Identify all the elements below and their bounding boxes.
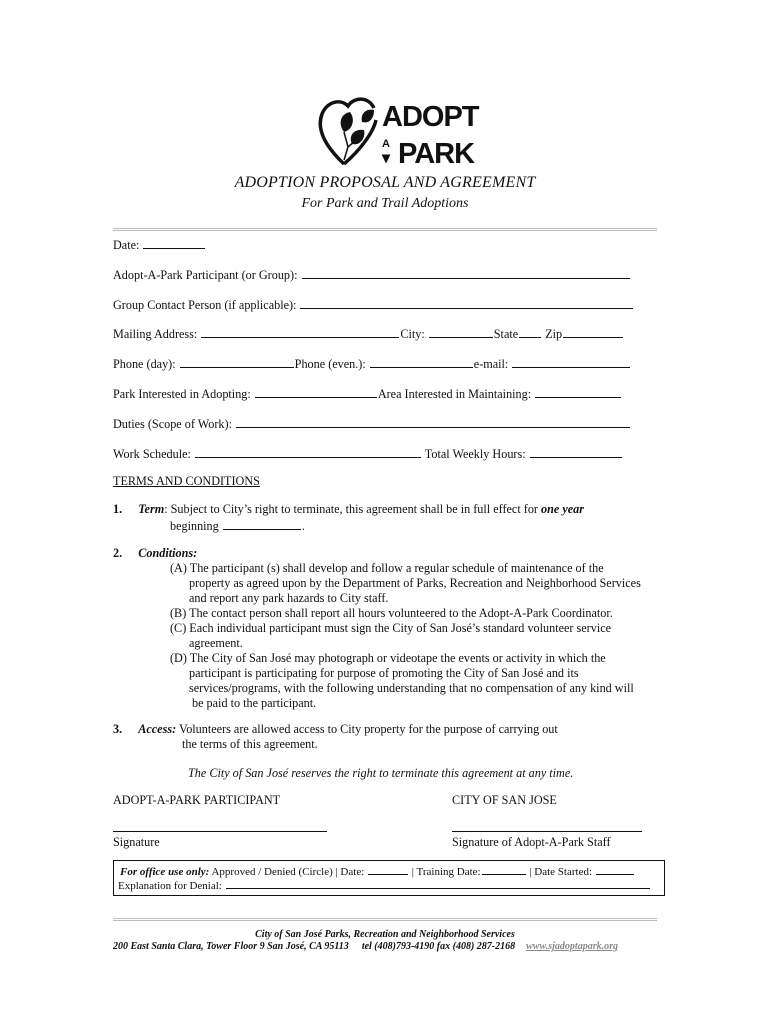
term-3: [113, 722, 558, 737]
term-1-begin-label: beginning: [170, 519, 219, 533]
participant-heading-text: ADOPT-A-PARK PARTICIPANT: [113, 793, 281, 807]
heart-leaf-icon: [318, 92, 479, 172]
condition-a-text-1: (A) The participant (s) shall develop and follow a regular schedule of maintenance of the: [170, 561, 604, 575]
condition-d-line-2: [189, 666, 579, 681]
page-title: [0, 174, 770, 192]
svg-text:ADOPT: ADOPT: [382, 101, 479, 133]
term-2-label: Conditions:: [138, 546, 198, 560]
state-label: State: [493, 327, 519, 341]
zip-label: Zip: [545, 327, 563, 341]
office-approved-label: Approved / Denied (Circle) | Date:: [209, 866, 365, 878]
mailing-label: Mailing Address:: [113, 327, 198, 341]
staff-signature-text: Signature of Adopt-A-Park Staff: [452, 835, 611, 849]
footer-org: City of San José Parks, Recreation and Neighborhood Services: [255, 929, 515, 940]
subtitle-text: For Park and Trail Adoptions: [301, 196, 469, 211]
term-3-text: Volunteers are allowed access to City property for the purpose of carrying out: [176, 722, 558, 736]
term-1-text: : Subject to City’s right to terminate, this agreement shall be in full effect for: [164, 502, 538, 516]
condition-d-line-3: [189, 681, 634, 696]
staff-signature-line[interactable]: [452, 831, 642, 832]
state-field[interactable]: [519, 325, 541, 338]
duties-row: [113, 415, 631, 432]
email-label: e-mail:: [473, 357, 509, 371]
duties-label: Duties (Scope of Work):: [113, 417, 232, 431]
svg-text:A: A: [382, 138, 390, 150]
phone-day-field[interactable]: [180, 355, 294, 368]
office-started-label: | Date Started:: [529, 866, 593, 878]
condition-d-text-2: participant is participating for purpose of promoting the City of San José and its: [189, 666, 579, 680]
office-training-label: | Training Date:: [411, 866, 481, 878]
area-label: Area Interested in Maintaining:: [377, 387, 532, 401]
adopt-a-park-logo: [318, 92, 479, 172]
date-field[interactable]: [143, 236, 205, 249]
svg-text:PARK: PARK: [398, 138, 475, 170]
contact-label: Group Contact Person (if applicable):: [113, 298, 297, 312]
condition-d-line-1: [170, 651, 606, 666]
term-2: [113, 546, 197, 561]
condition-b-line-1: [170, 606, 613, 621]
hours-label: Total Weekly Hours:: [424, 447, 526, 461]
duties-field[interactable]: [236, 415, 630, 428]
term-3-number: 3.: [113, 722, 123, 736]
phone-day-label: Phone (day):: [113, 357, 176, 371]
term-1-number: 1.: [113, 502, 123, 516]
participant-signature-label: [113, 835, 160, 850]
area-field[interactable]: [535, 385, 621, 398]
city-field[interactable]: [429, 325, 493, 338]
condition-d-text-1: (D) The City of San José may photograph or videotape the events or activity in which the: [170, 651, 606, 665]
condition-d-text-4: be paid to the participant.: [192, 696, 317, 710]
hours-field[interactable]: [530, 445, 622, 458]
contact-row: [113, 296, 634, 313]
footer-line-2: [113, 940, 618, 953]
denial-row: [118, 878, 651, 893]
participant-signature-text: Signature: [113, 835, 160, 849]
term-1-begin: beginning .: [170, 519, 305, 533]
office-date-field[interactable]: [368, 864, 408, 875]
page-subtitle: [0, 196, 770, 212]
begin-date-field[interactable]: [223, 517, 301, 530]
phone-even-label: Phone (even.):: [294, 357, 366, 371]
condition-a-line-1: [170, 561, 604, 576]
condition-c-line-2: [189, 636, 243, 651]
schedule-row: [113, 445, 623, 462]
schedule-label: Work Schedule:: [113, 447, 191, 461]
date-label: Date:: [113, 238, 140, 252]
term-3-label: Access:: [138, 722, 177, 736]
condition-d-line-4: [192, 696, 316, 711]
staff-signature-label: [452, 835, 611, 850]
footer-divider: [113, 918, 657, 921]
condition-c-text-1: (C) Each individual participant must sign the City of San José’s standard volunteer service: [170, 621, 612, 635]
footer-phone: tel (408)793-4190 fax (408) 287-2168: [361, 941, 516, 952]
zip-field[interactable]: [563, 325, 623, 338]
condition-c-line-1: [170, 621, 611, 636]
participant-label: Adopt-A-Park Participant (or Group):: [113, 268, 298, 282]
email-field[interactable]: [512, 355, 630, 368]
condition-a-line-3: [189, 591, 388, 606]
header-divider: [113, 228, 657, 231]
term-1-duration: one year: [541, 502, 585, 516]
term-1: [113, 502, 584, 517]
denial-label: Explanation for Denial:: [118, 880, 222, 892]
term-1-label: Term: [138, 502, 165, 516]
mailing-field[interactable]: [201, 325, 399, 338]
contact-field[interactable]: [300, 296, 633, 309]
title-text: ADOPTION PROPOSAL AND AGREEMENT: [234, 174, 536, 191]
condition-a-line-2: [189, 576, 641, 591]
denial-field[interactable]: [226, 878, 650, 889]
condition-b-text-1: (B) The contact person shall report all hours volunteered to the Adopt-A-Park Coordinator.: [170, 606, 613, 620]
terms-heading-text: TERMS AND CONDITIONS: [113, 474, 260, 488]
condition-c-text-2: agreement.: [189, 636, 243, 650]
phone-even-field[interactable]: [370, 355, 473, 368]
park-row: [113, 385, 622, 402]
svg-text:▾: ▾: [382, 150, 391, 167]
participant-field[interactable]: [302, 266, 630, 279]
office-training-field[interactable]: [482, 864, 526, 875]
term-3-text-2: the terms of this agreement.: [182, 737, 318, 751]
condition-a-text-3: and report any park hazards to City staff.: [189, 591, 389, 605]
date-row: [113, 236, 206, 253]
footer-address: 200 East Santa Clara, Tower Floor 9 San José, CA 95113: [113, 941, 349, 952]
city-heading: [452, 793, 557, 808]
city-heading-text: CITY OF SAN JOSE: [452, 793, 557, 807]
city-label: City:: [400, 327, 425, 341]
park-label: Park Interested in Adopting:: [113, 387, 251, 401]
office-started-field[interactable]: [596, 864, 634, 875]
participant-heading: [113, 793, 280, 808]
mailing-row: [113, 325, 624, 342]
park-field[interactable]: [255, 385, 377, 398]
terms-heading: [113, 474, 260, 489]
condition-a-text-2: property as agreed upon by the Department of Parks, Recreation and Neighborhood Services: [189, 576, 641, 590]
participant-row: [113, 266, 631, 283]
footer-website-link[interactable]: www.sjadoptapark.org: [526, 941, 618, 952]
reserve-statement: [188, 766, 573, 781]
term-3-line-2: [182, 737, 318, 752]
office-use-row: [120, 864, 635, 879]
participant-signature-line[interactable]: [113, 831, 327, 832]
phone-row: [113, 355, 631, 372]
reserve-text: The City of San José reserves the right to terminate this agreement at any time.: [188, 766, 574, 780]
office-use-label: For office use only:: [120, 866, 210, 878]
term-2-number: 2.: [113, 546, 123, 560]
schedule-field[interactable]: [195, 445, 421, 458]
condition-d-text-3: services/programs, with the following understanding that no compensation of any kind will: [189, 681, 634, 695]
